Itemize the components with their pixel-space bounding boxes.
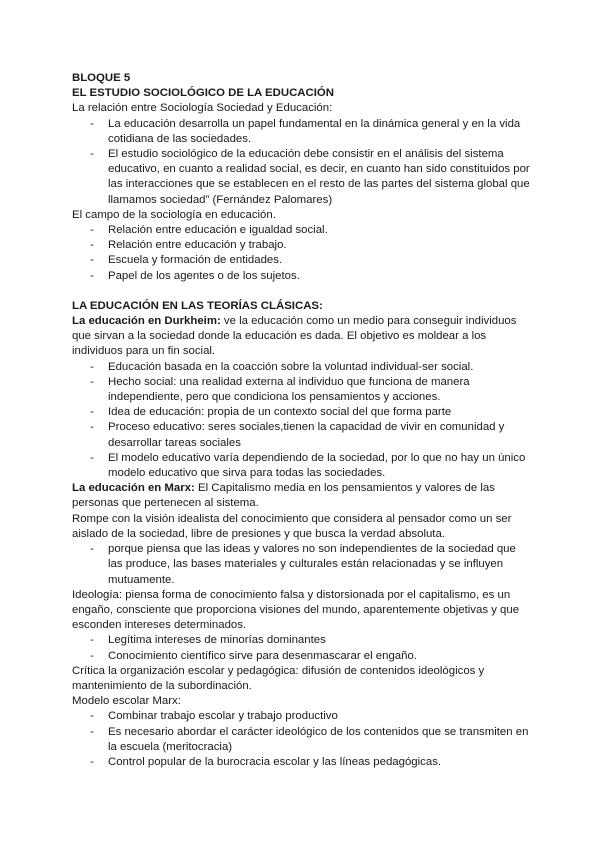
campo-list [72, 223, 532, 284]
spacer [72, 284, 532, 299]
list-item: - Es necesario abordar el carácter ideológico de los contenidos que se transmiten en la escuela (meritocracia) [72, 725, 532, 755]
marx-text: El Capitalismo media en los pensamientos y valores de las personas que pertenecen al sistema. [72, 482, 495, 510]
rompe-paragraph: Rompe con la visión idealista del conocimiento que considera al pensador como un ser aislado de la sociedad, libre de presiones y que busca la verdad absoluta. [72, 512, 512, 540]
list-item: - porque piensa que las ideas y valores no son independientes de la sociedad que las produce, las bases materiales y culturales están relacionadas y se influyen mutuamente. [72, 542, 532, 588]
list-item: - Combinar trabajo escolar y trabajo productivo [72, 709, 532, 724]
list-item: - Escuela y formación de entidades. [72, 253, 532, 268]
list-item: - Papel de los agentes o de los sujetos. [72, 269, 532, 284]
list-item: - Relación entre educación y trabajo. [72, 238, 532, 253]
durkheim-label: La educación en Durkheim: [72, 315, 221, 328]
list-item: - El modelo educativo varía dependiendo de la sociedad, por lo que no hay un único modelo educativo que sirva para todas las sociedades. [72, 451, 532, 481]
durkheim-text: ve la educación como un medio para conseguir individuos que sirvan a la sociedad donde la educación es dada. El objetivo es moldear a los individuos para un fin social. [72, 315, 517, 358]
list-item: - Conocimiento científico sirve para desenmascarar el engaño. [72, 649, 532, 664]
modelo-list [72, 709, 532, 770]
list-item: - El estudio sociológico de la educación debe consistir en el análisis del sistema educativo, en cuanto a realidad social, es decir, en cuanto han sido constituidos por las interacciones que se establecen en el resto de las partes del sistema global que llamamos sociedad” (Fernández Palomares) [72, 147, 532, 208]
modelo-paragraph: Modelo escolar Marx: [72, 695, 181, 708]
campo-paragraph: El campo de la sociología en educación. [72, 208, 276, 221]
list-item: - Relación entre educación e igualdad social. [72, 223, 532, 238]
page-title: EL ESTUDIO SOCIOLÓGICO DE LA EDUCACIÓN [72, 87, 335, 100]
critica-paragraph: Crítica la organización escolar y pedagógica: difusión de contenidos ideológicos y mantenimiento de la subordinación. [72, 664, 485, 692]
durkheim-list [72, 360, 532, 482]
list-item: - Educación basada en la coacción sobre la voluntad individual-ser social. [72, 360, 532, 375]
durkheim-paragraph [72, 314, 532, 360]
rompe-list [72, 542, 532, 588]
list-item: - Proceso educativo: seres sociales,tienen la capacidad de vivir en comunidad y desarrollar tareas sociales [72, 420, 532, 450]
ideologia-list [72, 633, 532, 663]
list-item: - La educación desarrolla un papel fundamental en la dinámica general y en la vida cotidiana de las sociedades. [72, 117, 532, 147]
list-item: - Control popular de la burocracia escolar y las líneas pedagógicas. [72, 755, 532, 770]
intro-list [72, 117, 532, 208]
list-item: - Idea de educación: propia de un contexto social del que forma parte [72, 405, 532, 420]
section-title: LA EDUCACIÓN EN LAS TEORÍAS CLÁSICAS: [72, 299, 323, 312]
list-item: - Hecho social: una realidad externa al individuo que funciona de manera independiente, pero que condiciona los pensamientos y acciones. [72, 375, 532, 405]
document-page [72, 71, 532, 770]
marx-label: La educación en Marx: [72, 482, 195, 495]
marx-paragraph [72, 481, 532, 511]
block-label: BLOQUE 5 [72, 72, 131, 84]
list-item: - Legítima intereses de minorías dominantes [72, 633, 532, 648]
ideologia-paragraph: Ideología: piensa forma de conocimiento falsa y distorsionada por el capitalismo, es un engaño, consciente que proporciona visiones del mundo, aparentemente objetivas y que esconden intereses determinados. [72, 588, 520, 632]
intro-paragraph: La relación entre Sociología Sociedad y Educación: [72, 102, 333, 115]
